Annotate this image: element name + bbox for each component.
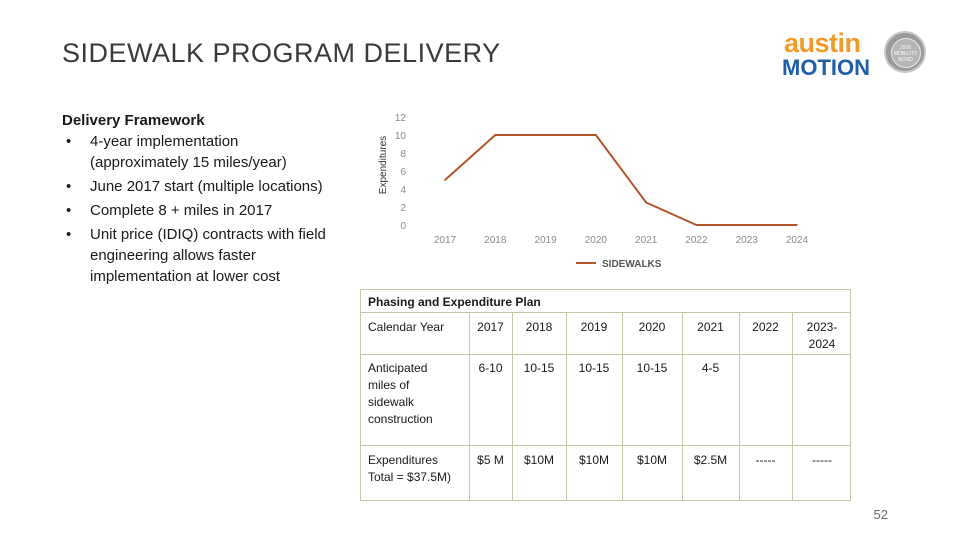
table-cell: $10M — [578, 453, 610, 467]
table-header-year: 2017 — [477, 320, 504, 334]
framework-bullet: • June 2017 start (multiple locations) — [62, 176, 332, 197]
framework-bullet: • Complete 8 + miles in 2017 — [62, 200, 332, 221]
y-tick-label: 6 — [400, 167, 406, 178]
y-axis-title: Expenditures — [378, 135, 389, 195]
framework-bullet-list — [62, 131, 332, 287]
data-point — [444, 179, 446, 181]
table-cell: ----- — [812, 453, 832, 467]
table-cell: 6-10 — [478, 361, 503, 375]
expenditure-line-chart — [370, 105, 830, 275]
y-tick-label: 4 — [400, 185, 406, 196]
expenditures-total: Total = $37.5M) — [368, 470, 452, 484]
table-header-label: Calendar Year — [368, 320, 445, 334]
y-tick-label: 10 — [394, 131, 406, 142]
x-tick-label: 2018 — [484, 235, 507, 246]
x-tick-label: 2021 — [635, 235, 658, 246]
table-header-year: 2023-2024 — [806, 320, 838, 351]
table-row-label: Anticipated miles of sidewalk construction — [368, 361, 433, 426]
seal-text: 2016 MOBILITY BOND — [893, 45, 918, 63]
page-number: 52 — [873, 507, 888, 522]
logo-word-motion: MOTION — [782, 55, 870, 80]
logo-word-austin: austin — [784, 28, 861, 58]
x-tick-label: 2019 — [534, 235, 557, 246]
y-tick-label: 12 — [394, 113, 406, 124]
table-cell: $5 M — [477, 453, 504, 467]
mobility-bond-seal-icon — [884, 31, 926, 73]
table-cell: ----- — [755, 453, 776, 467]
data-point — [595, 134, 597, 136]
x-tick-label: 2020 — [584, 235, 607, 246]
table-grid — [361, 312, 850, 500]
austin-motion-logo — [780, 28, 930, 80]
chart-svg — [370, 105, 830, 275]
table-title: Phasing and Expenditure Plan — [368, 295, 541, 309]
table-cell: 10-15 — [636, 361, 668, 375]
x-tick-label: 2023 — [735, 235, 758, 246]
legend-label: SIDEWALKS — [602, 259, 662, 270]
data-point — [796, 224, 798, 226]
table-header-year: 2021 — [697, 320, 724, 334]
delivery-framework — [62, 110, 332, 287]
phasing-table — [360, 289, 851, 501]
framework-bullet: • Unit price (IDIQ) contracts with field engineering allows faster implementation at lower cost — [62, 224, 332, 287]
slide-title: SIDEWALK PROGRAM DELIVERY — [62, 38, 501, 68]
data-point — [645, 202, 647, 204]
x-tick-label: 2022 — [685, 235, 708, 246]
x-tick-label: 2017 — [433, 235, 457, 246]
y-tick-label: 0 — [400, 221, 406, 232]
table-header-year: 2018 — [525, 320, 553, 334]
table-cell: 4-5 — [701, 361, 720, 375]
table-cell: $10M — [636, 453, 668, 467]
data-point — [696, 224, 698, 226]
table-cell: $10M — [523, 453, 555, 467]
data-point — [545, 134, 547, 136]
data-point — [494, 134, 496, 136]
table-header-year: 2019 — [580, 320, 608, 334]
framework-heading: Delivery Framework — [62, 112, 205, 129]
table-cell: 10-15 — [523, 361, 555, 375]
table-cell: 10-15 — [578, 361, 610, 375]
x-tick-label: 2024 — [785, 235, 809, 246]
table-header-year: 2020 — [638, 320, 666, 334]
table-header-year: 2022 — [752, 320, 779, 334]
series-line — [445, 135, 797, 225]
y-tick-label: 8 — [400, 149, 406, 160]
data-point — [746, 224, 748, 226]
table-row-label — [368, 452, 460, 486]
table-cell: $2.5M — [693, 453, 728, 467]
framework-bullet: • 4-year implementation (approximately 15 miles/year) — [62, 131, 332, 173]
expenditures-label: Expenditures — [368, 453, 439, 467]
y-tick-label: 2 — [400, 203, 406, 214]
